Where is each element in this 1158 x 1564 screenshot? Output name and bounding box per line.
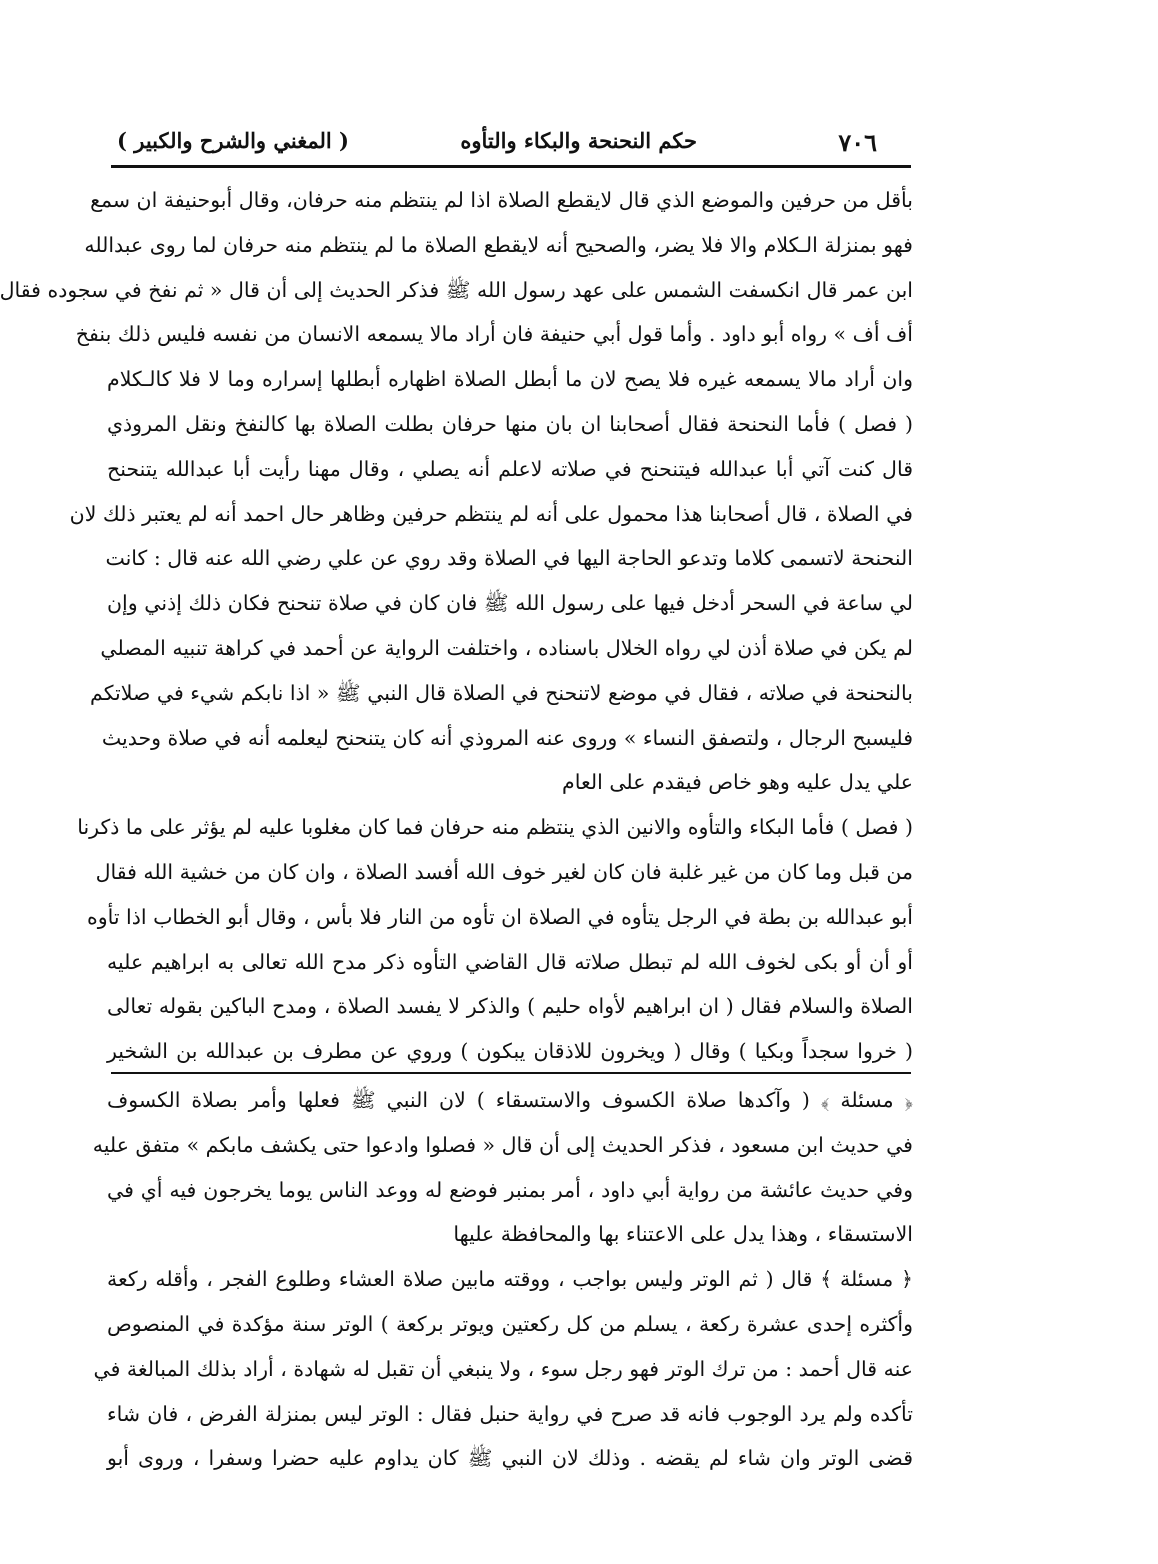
text-line: ( خروا سجداً وبكيا ) وقال ( ويخرون للاذقان يبكون ) وروي عن مطرف بن عبدالله بن الشخير: [107, 1039, 913, 1064]
text-line: ﴿ مسئلة ﴾ ( وآكدها صلاة الكسوف والاستسقاء ) لان النبي ﷺ فعلها وأمر بصلاة الكسوف: [107, 1088, 913, 1112]
text-line: في الصلاة ، قال أصحابنا هذا محمول على أنه لم ينتظم حرفين وظاهر حال احمد أنه لم يعتبر ذلك لان: [69, 501, 913, 526]
text-line: علي يدل عليه وهو خاص فيقدم على العام: [562, 770, 913, 795]
text-line: أبو عبدالله بن بطة في الرجل يتأوه في الصلاة ان تأوه من النار فلا بأس ، وقال أبو الخطاب اذا تأوه: [86, 904, 913, 929]
text-line: ( فصل ) فأما البكاء والتأوه والانين الذي ينتظم منه حرفان فما كان مغلوبا عليه لم يؤثر على ما ذكرنا: [77, 815, 913, 840]
text-line: بالنحنحة في صلاته ، فقال في موضع لاتنحنح في الصلاة قال النبي ﷺ « اذا نابكم شيء في صلاتكم: [90, 680, 913, 705]
book-title: ( المغني والشرح والكبير ): [117, 128, 349, 153]
page-number: ٧٠٦: [838, 128, 877, 157]
commentary-text: [92, 1078, 913, 1481]
running-title: حكم النحنحة والبكاء والتأوه: [460, 128, 697, 153]
text-line: ابن عمر قال انكسفت الشمس على عهد رسول الله ﷺ فذكر الحديث إلى أن قال « ثم نفخ في سجوده فقال: [0, 277, 913, 302]
text-line: ﴿ مسئلة ﴾ قال ( ثم الوتر وليس بواجب ، ووقته مابين صلاة العشاء وطلوع الفجر ، وأقله ركعة: [107, 1267, 913, 1292]
page-header: [117, 128, 877, 164]
text-line: قال كنت آتي أبا عبدالله فيتنحنح في صلاته لاعلم أنه يصلي ، وقال مهنا رأيت أبا عبدالله يتنحنح: [107, 456, 913, 481]
text-line: من قبل وما كان من غير غلبة فان كان لغير خوف الله أفسد الصلاة ، وان كان من خشية الله فقال: [95, 859, 913, 884]
text-line: لم يكن في صلاة أذن لي رواه الخلال باسناده ، واختلفت الرواية عن أحمد في كراهة تنبيه المصلي: [100, 635, 913, 660]
text-line: أف أف » رواه أبو داود . وأما قول أبي حنيفة فان أراد مالا يسمعه الانسان من نفسه فليس ذلك بنفخ: [75, 322, 913, 347]
text-line: ( فصل ) فأما النحنحة فقال أصحابنا ان بان منها حرفان بطلت الصلاة بها كالنفخ ونقل المروذي: [107, 411, 913, 436]
text-line: عنه قال أحمد : من ترك الوتر فهو رجل سوء ، ولا ينبغي أن تقبل له شهادة ، أراد بذلك المبالغة في: [93, 1356, 913, 1381]
text-line: قضى الوتر وان شاء لم يقضه . وذلك لان النبي ﷺ كان يداوم عليه حضرا وسفرا ، وروى أبو: [107, 1446, 913, 1471]
text-line: أو أن أو بكى لخوف الله لم تبطل صلاته قال القاضي التأوه ذكر مدح الله تعالى به ابراهيم عليه: [107, 949, 913, 974]
text-line: وان أراد مالا يسمعه غيره فلا يصح لان ما أبطل الصلاة اظهاره أبطلها إسراره وما لا فلا كالـكلام: [107, 367, 913, 392]
text-line: فهو بمنزلة الـكلام والا فلا يضر، والصحيح أنه لايقطع الصلاة ما لم ينتظم منه حرفان لما روى عبدالله: [84, 232, 913, 257]
text-line: الصلاة والسلام فقال ( ان ابراهيم لأواه حليم ) والذكر لا يفسد الصلاة ، ومدح الباكين بقوله تعالى: [107, 994, 913, 1019]
text-line: فليسبح الرجال ، ولتصفق النساء » وروى عنه المروذي أنه كان يتنحنح ليعلمه أنه في صلاة وحديث: [101, 725, 913, 750]
text-line: وفي حديث عائشة من رواية أبي داود ، أمر بمنبر فوضع له ووعد الناس يوما يخرجون فيه أي في: [107, 1177, 913, 1202]
text-line: وأكثره إحدى عشرة ركعة ، يسلم من كل ركعتين ويوتر بركعة ) الوتر سنة مؤكدة في المنصوص: [107, 1311, 913, 1336]
text-line: النحنحة لاتسمى كلاما وتدعو الحاجة اليها في الصلاة وقد روي عن علي رضي الله عنه قال : كانت: [105, 546, 913, 571]
text-line: في حديث ابن مسعود ، فذكر الحديث إلى أن قال « فصلوا وادعوا حتى يكشف مابكم » متفق عليه: [92, 1132, 913, 1157]
text-line: بأقل من حرفين والموضع الذي قال لايقطع الصلاة اذا لم ينتظم منه حرفان، وقال أبوحنيفة ان سمع: [90, 188, 913, 212]
text-line: تأكده ولم يرد الوجوب فانه قد صرح في رواية حنبل فقال : الوتر ليس بمنزلة الفرض ، فان شاء: [107, 1401, 913, 1426]
main-text: [0, 178, 913, 1074]
text-line: لي ساعة في السحر أدخل فيها على رسول الله ﷺ فان كان في صلاة تنحنح فكان ذلك إذني وإن: [107, 591, 913, 616]
header-rule: [111, 165, 911, 168]
text-line: الاستسقاء ، وهذا يدل على الاعتناء بها والمحافظة عليها: [453, 1222, 913, 1247]
section-divider: [111, 1072, 911, 1074]
